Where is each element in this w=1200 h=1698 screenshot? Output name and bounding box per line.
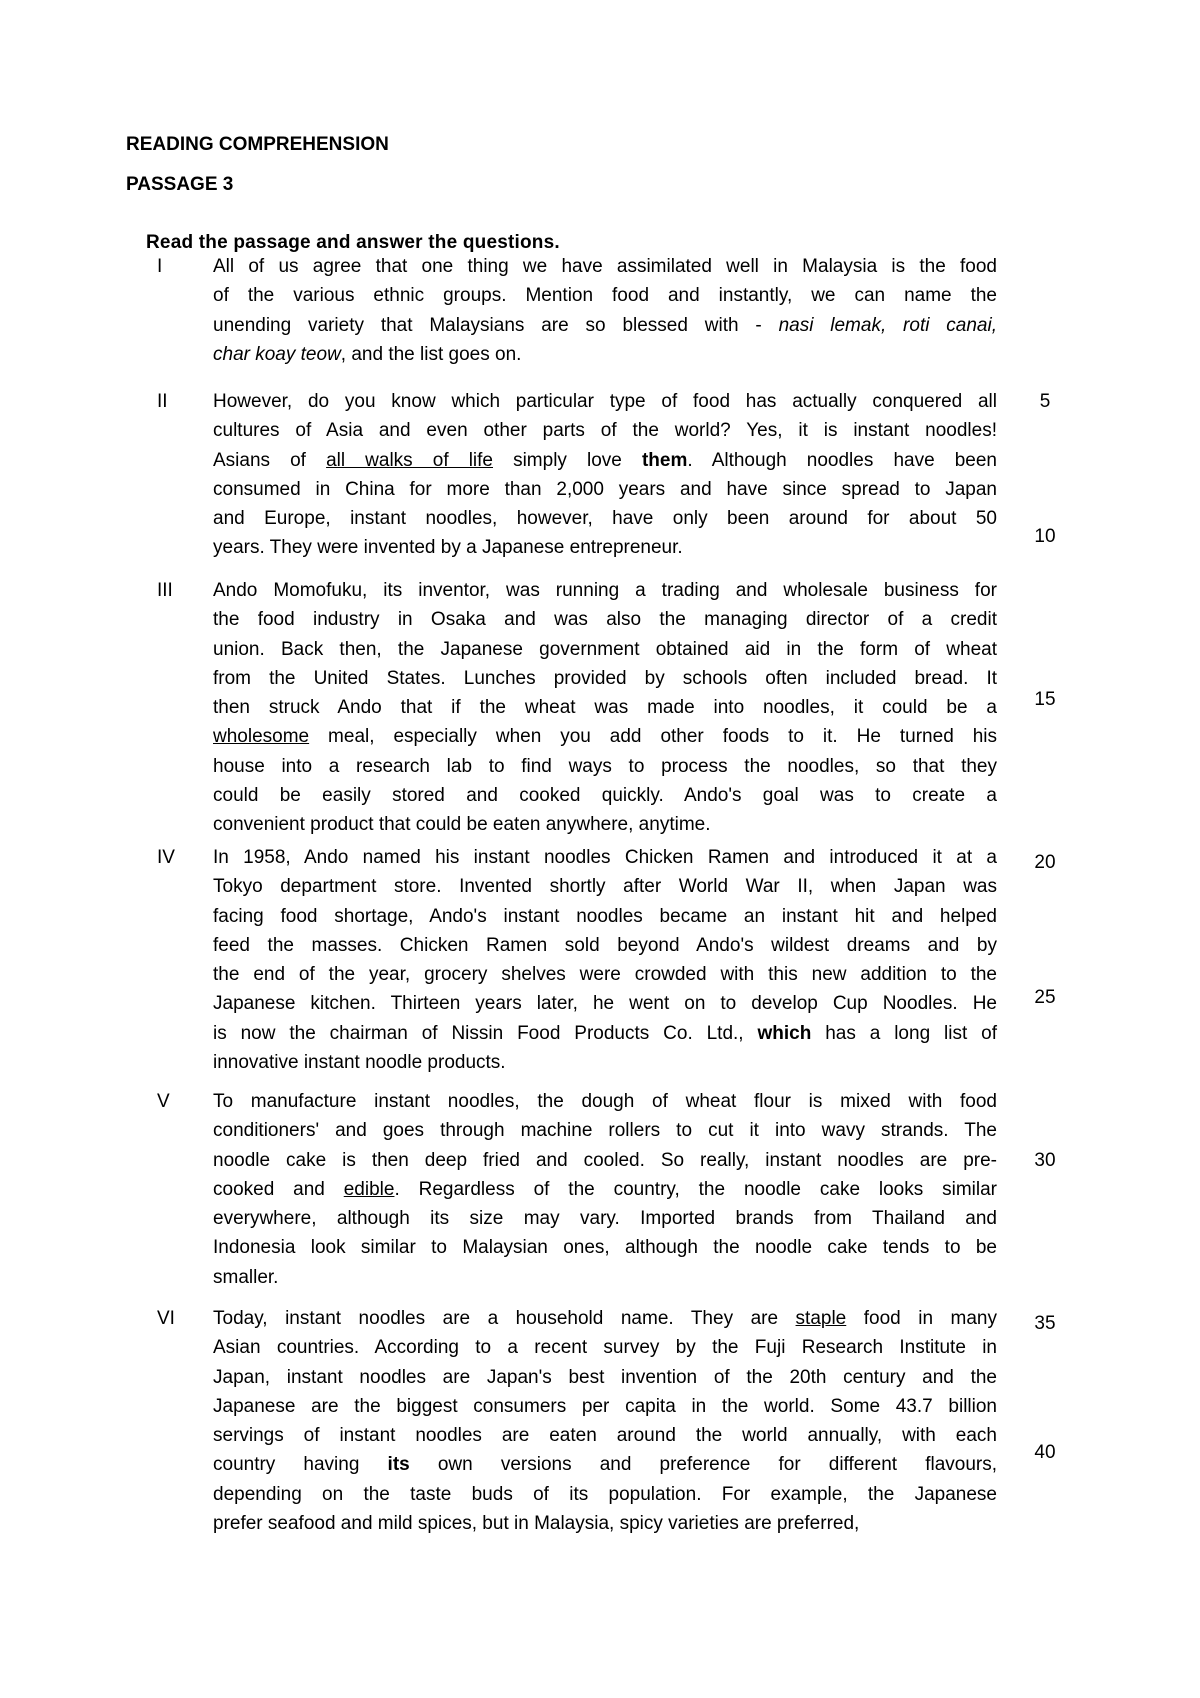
text-run: prefer seafood and mild spices, but in Malaysia, spicy varieties are preferred, <box>213 1513 860 1535</box>
text-run: from the United States. Lunches provided by schools often included bread. It <box>213 667 997 689</box>
text-line <box>213 1304 997 1333</box>
text-run: house into a research lab to find ways to process the noodles, so that they <box>213 755 997 777</box>
text-line <box>213 281 997 310</box>
text-line <box>213 635 997 664</box>
text-line <box>213 1421 997 1450</box>
bold-term: which <box>757 1022 812 1044</box>
line-number: 35 <box>1034 1313 1056 1334</box>
text-line <box>213 722 997 751</box>
text-run: To manufacture instant noodles, the dough of wheat flour is mixed with food <box>213 1091 997 1112</box>
text-run: meal, especially when you add other foods to it. He turned his <box>309 726 997 748</box>
line-number: 10 <box>1034 526 1056 547</box>
text-run: unending variety that Malaysians are so blessed with - <box>213 314 779 336</box>
bold-term: its <box>387 1454 410 1476</box>
text-line <box>213 1333 997 1362</box>
text-line <box>213 1509 997 1538</box>
text-line <box>213 387 997 416</box>
line-number: 20 <box>1034 852 1056 873</box>
text-run: and Europe, instant noodles, however, have only been around for about 50 <box>213 508 997 530</box>
text-run: Ando Momofuku, its inventor, was running a trading and wholesale business for <box>213 580 997 601</box>
passage-label: PASSAGE 3 <box>126 174 234 195</box>
text-run: the food industry in Osaka and was also the managing director of a credit <box>213 609 997 631</box>
paragraph-text <box>213 1087 997 1292</box>
text-line <box>213 902 997 931</box>
section-title: READING COMPREHENSION <box>126 134 389 155</box>
text-run: union. Back then, the Japanese government obtained aid in the form of wheat <box>213 638 997 660</box>
text-run: own versions and preference for different flavours, <box>409 1454 997 1476</box>
paragraph-numeral: II <box>157 391 168 412</box>
line-number: 25 <box>1034 987 1056 1008</box>
text-line <box>213 1233 997 1262</box>
text-run: facing food shortage, Ando's instant noodles became an instant hit and helped <box>213 905 997 927</box>
text-run: However, do you know which particular type of food has actually conquered all <box>213 391 997 412</box>
text-run: years. They were invented by a Japanese entrepreneur. <box>213 537 683 559</box>
line-number: 40 <box>1034 1442 1056 1463</box>
paragraph-numeral: V <box>157 1091 170 1112</box>
text-run: then struck Ando that if the wheat was made into noodles, it could be a <box>213 697 997 719</box>
text-run: innovative instant noodle products. <box>213 1052 506 1074</box>
text-line <box>213 1175 997 1204</box>
text-run: Japanese are the biggest consumers per capita in the world. Some 43.7 billion <box>213 1395 997 1417</box>
text-run: , and the list goes on. <box>340 343 522 365</box>
text-line <box>213 416 997 445</box>
text-line <box>213 810 997 839</box>
line-number: 5 <box>1039 391 1051 412</box>
text-run: cooked and <box>213 1178 344 1200</box>
text-run: country having <box>213 1454 388 1476</box>
instruction: Read the passage and answer the questions. <box>146 232 560 253</box>
text-run: Asian countries. According to a recent survey by the Fuji Research Institute in <box>213 1337 997 1359</box>
underlined-term: staple <box>795 1308 847 1329</box>
text-line <box>213 1019 997 1048</box>
text-line <box>213 446 997 475</box>
text-run: In 1958, Ando named his instant noodles Chicken Ramen and introduced it at a <box>213 847 997 868</box>
text-run: is now the chairman of Nissin Food Products Co. Ltd., <box>213 1022 758 1044</box>
text-line <box>213 1392 997 1421</box>
text-line <box>213 781 997 810</box>
text-run: has a long list of <box>811 1022 997 1044</box>
italic-term: nasi lemak, roti canai, <box>778 314 997 336</box>
text-line <box>213 693 997 722</box>
text-line <box>213 872 997 901</box>
text-run: All of us agree that one thing we have assimilated well in Malaysia is the food <box>213 256 997 277</box>
text-run: smaller. <box>213 1266 279 1288</box>
text-run: could be easily stored and cooked quickly. Ando's goal was to create a <box>213 785 997 807</box>
underlined-term: edible <box>343 1178 395 1200</box>
text-run: of the various ethnic groups. Mention food and instantly, we can name the <box>213 285 997 307</box>
text-line <box>213 989 997 1018</box>
text-run: everywhere, although its size may vary. Imported brands from Thailand and <box>213 1208 997 1230</box>
line-number: 15 <box>1034 689 1056 710</box>
text-line <box>213 605 997 634</box>
text-line <box>213 931 997 960</box>
text-run: cultures of Asia and even other parts of the world? Yes, it is instant noodles! <box>213 420 997 442</box>
text-line <box>213 1263 997 1292</box>
text-line <box>213 311 997 340</box>
paragraph-text <box>213 387 997 563</box>
text-run: Today, instant noodles are a household name. They are <box>213 1308 796 1329</box>
text-line <box>213 504 997 533</box>
paragraph-numeral: III <box>157 580 173 601</box>
underlined-term: wholesome <box>213 726 310 748</box>
text-run: noodle cake is then deep fried and cooled. So really, instant noodles are pre- <box>213 1149 997 1171</box>
text-line <box>213 1450 997 1479</box>
text-run: Indonesia look similar to Malaysian ones, although the noodle cake tends to be <box>213 1237 997 1259</box>
text-line <box>213 252 997 281</box>
text-line <box>213 843 997 872</box>
text-line <box>213 1204 997 1233</box>
text-run: depending on the taste buds of its population. For example, the Japanese <box>213 1483 997 1505</box>
text-line <box>213 1048 997 1077</box>
text-line <box>213 664 997 693</box>
text-line <box>213 960 997 989</box>
text-run: food in many <box>846 1308 997 1329</box>
text-line <box>213 340 997 369</box>
line-number: 30 <box>1034 1150 1056 1171</box>
paragraph-text <box>213 1304 997 1538</box>
text-line <box>213 576 997 605</box>
text-line <box>213 1146 997 1175</box>
text-line <box>213 752 997 781</box>
paragraph-numeral: I <box>157 256 163 277</box>
text-line <box>213 1116 997 1145</box>
paragraph-numeral: IV <box>157 847 175 868</box>
paragraph-text <box>213 576 997 840</box>
text-run: feed the masses. Chicken Ramen sold beyond Ando's wildest dreams and by <box>213 934 997 956</box>
text-line <box>213 1480 997 1509</box>
underlined-term: all walks of life <box>326 449 493 471</box>
text-run: convenient product that could be eaten anywhere, anytime. <box>213 814 711 836</box>
text-run: Japanese kitchen. Thirteen years later, he went on to develop Cup Noodles. He <box>213 993 997 1015</box>
text-run: Tokyo department store. Invented shortly after World War II, when Japan was <box>213 876 997 898</box>
text-line <box>213 1087 997 1116</box>
italic-term: char koay teow <box>213 343 341 365</box>
paragraph-text <box>213 843 997 1077</box>
paragraph-text <box>213 252 997 369</box>
text-run: consumed in China for more than 2,000 years and have since spread to Japan <box>213 478 997 500</box>
text-run: servings of instant noodles are eaten around the world annually, with each <box>213 1425 997 1447</box>
text-run: . Regardless of the country, the noodle cake looks similar <box>394 1178 998 1200</box>
bold-term: them <box>641 449 688 471</box>
text-run: conditioners' and goes through machine rollers to cut it into wavy strands. The <box>213 1120 997 1142</box>
text-line <box>213 475 997 504</box>
text-line <box>213 533 997 562</box>
text-run: . Although noodles have been <box>687 449 997 471</box>
text-run: Asians of <box>213 449 327 471</box>
text-run: the end of the year, grocery shelves were crowded with this new addition to the <box>213 964 997 986</box>
paragraph-numeral: VI <box>157 1308 175 1329</box>
text-run: simply love <box>493 449 642 471</box>
text-run: Japan, instant noodles are Japan's best invention of the 20th century and the <box>213 1366 997 1388</box>
text-line <box>213 1363 997 1392</box>
